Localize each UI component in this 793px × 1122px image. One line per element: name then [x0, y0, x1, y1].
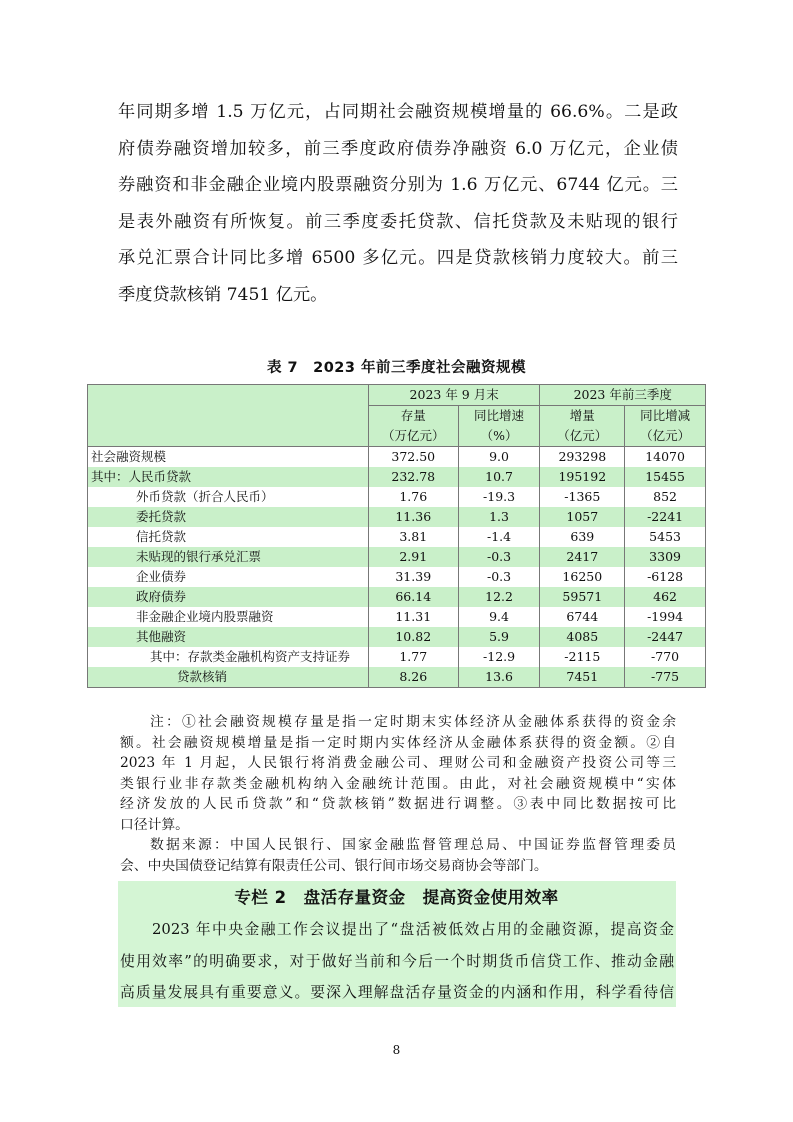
table-cell: 5453 [625, 527, 706, 547]
table-row [88, 507, 706, 527]
table-cell: 7451 [540, 667, 625, 688]
box-line: 使用效率”的明确要求，对于做好当前和今后一个时期货币信贷工作、推动金融 [120, 952, 674, 970]
table-cell: 15455 [625, 467, 706, 487]
table-row [88, 667, 706, 688]
table-cell: 14070 [625, 447, 706, 468]
table-row [88, 567, 706, 587]
row-label: 企业债券 [88, 567, 369, 587]
table-row [88, 627, 706, 647]
paragraph-line: 年同期多增 1.5 万亿元，占同期社会融资规模增量的 66.6%。二是政 [118, 102, 678, 122]
table-header-row [88, 385, 706, 406]
table-cell: -2241 [625, 507, 706, 527]
table-cell: 31.39 [368, 567, 458, 587]
group-header: 2023 年前三季度 [540, 385, 706, 406]
table-cell: 1.76 [368, 487, 458, 507]
table-cell: 8.26 [368, 667, 458, 688]
table-cell: 11.36 [368, 507, 458, 527]
table-cell: 232.78 [368, 467, 458, 487]
table-row [88, 487, 706, 507]
table-cell: 9.4 [458, 607, 540, 627]
row-label: 政府债券 [88, 587, 369, 607]
table-title: 表 7 2023 年前三季度社会融资规模 [266, 360, 527, 376]
table-cell: -775 [625, 667, 706, 688]
table-cell: 9.0 [458, 447, 540, 468]
source-line: 会、中央国债登记结算有限责任公司、银行间市场交易商协会等部门。 [120, 857, 548, 874]
table-cell: -0.3 [458, 567, 540, 587]
row-label: 非金融企业境内股票融资 [88, 607, 369, 627]
table-cell: -19.3 [458, 487, 540, 507]
social-financing-table [87, 384, 706, 688]
row-label: 委托贷款 [88, 507, 369, 527]
table-cell: 2.91 [368, 547, 458, 567]
box-line: 高质量发展具有重要意义。要深入理解盘活存量资金的内涵和作用，科学看待信 [120, 984, 674, 1001]
table-row [88, 647, 706, 667]
note-line: 注：①社会融资规模存量是指一定时期末实体经济从金融体系获得的资金余 [150, 714, 676, 730]
table-cell: -770 [625, 647, 706, 667]
row-label: 未贴现的银行承兑汇票 [88, 547, 369, 567]
table-row [88, 587, 706, 607]
table-cell: 4085 [540, 627, 625, 647]
table-cell: 195192 [540, 467, 625, 487]
column-header: 存量 [368, 406, 458, 427]
table-cell: 16250 [540, 567, 625, 587]
table-cell: 59571 [540, 587, 625, 607]
table-row [88, 527, 706, 547]
table-row [88, 607, 706, 627]
table-cell: -1365 [540, 487, 625, 507]
table-cell: 66.14 [368, 587, 458, 607]
table-cell: 852 [625, 487, 706, 507]
paragraph-line: 是表外融资有所恢复。前三季度委托贷款、信托贷款及未贴现的银行 [118, 211, 678, 232]
paragraph-line: 府债券融资增加较多，前三季度政府债券净融资 6.0 万亿元，企业债 [118, 138, 678, 159]
row-label: 其他融资 [88, 627, 369, 647]
note-line: 类银行业非存款类金融机构纳入金融统计范围。由此，对社会融资规模中“实体 [120, 775, 676, 792]
column-unit: （%） [458, 426, 540, 447]
table-cell: 372.50 [368, 447, 458, 468]
table-cell: 462 [625, 587, 706, 607]
table-cell: 6744 [540, 607, 625, 627]
row-label: 社会融资规模 [88, 447, 369, 468]
row-label: 其中：人民币贷款 [88, 467, 369, 487]
row-label: 贷款核销 [88, 667, 369, 688]
table-cell: 3.81 [368, 527, 458, 547]
column-box-body [120, 914, 674, 1009]
note-line: 口径计算。 [120, 816, 189, 833]
table-cell: -6128 [625, 567, 706, 587]
table-cell: 3309 [625, 547, 706, 567]
row-label: 其中：存款类金融机构资产支持证券 [88, 647, 369, 667]
table-cell: 11.31 [368, 607, 458, 627]
row-label: 信托贷款 [88, 527, 369, 547]
table-cell: 10.7 [458, 467, 540, 487]
table-cell: 5.9 [458, 627, 540, 647]
paragraph-line: 承兑汇票合计同比多增 6500 多亿元。四是贷款核销力度较大。前三 [118, 248, 678, 268]
table-cell: -2447 [625, 627, 706, 647]
table-cell: -2115 [540, 647, 625, 667]
note-line: 2023 年 1 月起，人民银行将消费金融公司、理财公司和金融资产投资公司等三 [120, 755, 676, 771]
column-header: 同比增速 [458, 406, 540, 427]
table-cell: 293298 [540, 447, 625, 468]
row-label: 外币贷款（折合人民币） [88, 487, 369, 507]
source-line: 数据来源：中国人民银行、国家金融监督管理总局、中国证券监督管理委员 [150, 837, 676, 853]
box-line: 2023 年中央金融工作会议提出了“盘活被低效占用的金融资源，提高资金 [152, 921, 674, 938]
column-unit: （万亿元） [368, 426, 458, 447]
paragraph-line: 季度贷款核销 7451 亿元。 [118, 284, 328, 305]
table-cell: 1.77 [368, 647, 458, 667]
table-cell: 1057 [540, 507, 625, 527]
table-header-corner [88, 385, 369, 447]
table-cell: 10.82 [368, 627, 458, 647]
table-notes [120, 712, 676, 876]
body-paragraph [118, 94, 678, 313]
table-cell: 1.3 [458, 507, 540, 527]
table-cell: -1.4 [458, 527, 540, 547]
table-cell: -0.3 [458, 547, 540, 567]
table-row [88, 467, 706, 487]
table-cell: -12.9 [458, 647, 540, 667]
table-cell: 13.6 [458, 667, 540, 688]
column-box-title: 专栏 2 盘活存量资金 提高资金使用效率 [234, 888, 559, 907]
column-unit: （亿元） [625, 426, 706, 447]
column-unit: （亿元） [540, 426, 625, 447]
paragraph-line: 券融资和非金融企业境内股票融资分别为 1.6 万亿元、6744 亿元。三 [118, 175, 678, 195]
table-cell: 12.2 [458, 587, 540, 607]
table-cell: -1994 [625, 607, 706, 627]
table-cell: 639 [540, 527, 625, 547]
page-number: 8 [392, 1043, 401, 1057]
note-line: 经济发放的人民币贷款”和“贷款核销”数据进行调整。③表中同比数据按可比 [120, 796, 676, 812]
group-header: 2023 年 9 月末 [368, 385, 540, 406]
table-row [88, 447, 706, 468]
table-cell: 2417 [540, 547, 625, 567]
column-header: 同比增减 [625, 406, 706, 427]
table-row [88, 547, 706, 567]
column-header: 增量 [540, 406, 625, 427]
note-line: 额。社会融资规模增量是指一定时期内实体经济从金融体系获得的资金额。②自 [120, 734, 676, 751]
